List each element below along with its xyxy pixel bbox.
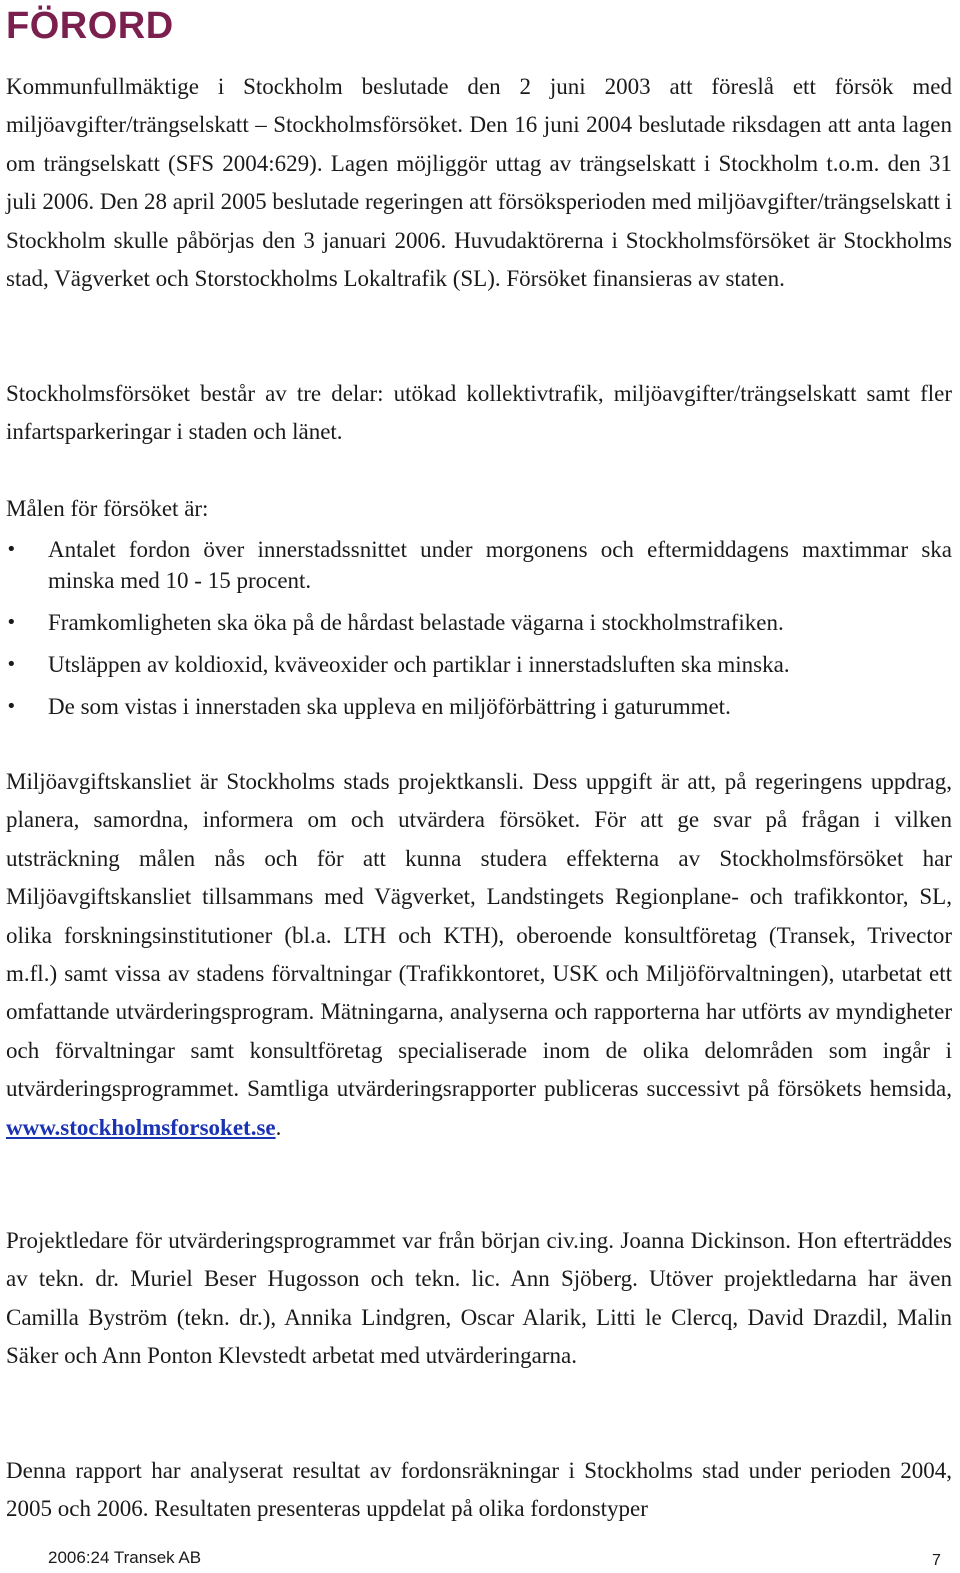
bullet-icon: • — [6, 696, 17, 717]
kansli-paragraph — [6, 763, 952, 1147]
goal-text: Antalet fordon över innerstadssnittet under morgonens och eftermiddagens maxtimmar ska minska med 10 - 15 procent. — [48, 537, 952, 593]
list-item — [6, 649, 952, 680]
kansli-text: Miljöavgiftskansliet är Stockholms stads projektkansli. Dess uppgift är att, på regeringens uppdrag, planera, samordna, informera om och utvärdera försöket. För att ge svar på frågan i vilken utsträckning målen nås och för att kunna studera effekterna av Stockholmsförsöket har Miljöavgiftskansliet tillsammans med Vägverket, Landstingets Regionplane- och trafikkontor, SL, olika forskningsinstitutioner (bl.a. LTH och KTH), oberoende konsultföretag (Transek, Trivector m.fl.) samt vissa av stadens förvaltningar (Trafikkontoret, USK och Miljöförvaltningen), utarbetat ett omfattande utvärderingsprogram. Mätningarna, analyserna och rapporterna har utförts av myndigheter och förvaltningar samt konsultföretag specialiserade inom de olika delområden som ingår i utvärderingsprogrammet. Samtliga utvärderingsrapporter publiceras successivt på försökets hemsida, — [6, 769, 952, 1102]
goals-intro: Målen för försöket är: — [6, 496, 209, 521]
parts-paragraph: Stockholmsförsöket består av tre delar: utökad kollektivtrafik, miljöavgifter/trängselskatt samt fler infartsparkeringar i staden och länet. — [6, 381, 952, 445]
goal-text: De som vistas i innerstaden ska uppleva en miljöförbättring i gaturummet. — [48, 694, 731, 719]
goal-text: Framkomligheten ska öka på de hårdast belastade vägarna i stockholmstrafiken. — [48, 610, 784, 635]
page-number: 7 — [932, 1552, 941, 1569]
footer-report-id: 2006:24 Transek AB — [48, 1548, 202, 1567]
bullet-icon: • — [6, 654, 17, 675]
kansli-end: . — [275, 1114, 282, 1140]
intro-paragraph: Kommunfullmäktige i Stockholm beslutade den 2 juni 2003 att föreslå ett försök med miljöavgifter/trängselskatt – Stockholmsförsöket. Den 16 juni 2004 beslutade riksdagen att anta lagen om trängselskatt (SFS 2004:629). Lagen möjliggör uttag av trängselskatt i Stockholm t.o.m. den 31 juli 2006. Den 28 april 2005 beslutade regeringen att försöksperioden med miljöavgifter/trängselskatt i Stockholm skulle påbörjas den 3 januari 2006. Huvudaktörerna i Stockholmsförsöket är Stockholms stad, Vägverket och Storstockholms Lokaltrafik (SL). Försöket finansieras av staten. — [6, 74, 952, 292]
bullet-icon: • — [6, 539, 17, 560]
list-item — [6, 691, 952, 722]
list-item — [6, 534, 952, 596]
project-leaders-paragraph: Projektledare för utvärderingsprogrammet var från början civ.ing. Joanna Dickinson. Hon efterträddes av tekn. dr. Muriel Beser Hugosson och tekn. lic. Ann Sjöberg. Utöver projektledarna har även Camilla Byström (tekn. dr.), Annika Lindgren, Oscar Alarik, Litti le Clercq, David Drazdil, Malin Säker och Ann Ponton Klevstedt arbetat med utvärderingarna. — [6, 1228, 952, 1369]
bullet-icon: • — [6, 612, 17, 633]
report-paragraph: Denna rapport har analyserat resultat av fordonsräkningar i Stockholms stad under perioden 2004, 2005 och 2006. Resultaten presenteras uppdelat på olika fordonstyper — [6, 1458, 952, 1522]
list-item — [6, 607, 952, 638]
page-title: FÖRORD — [6, 5, 174, 47]
goals-list — [6, 534, 952, 722]
website-link[interactable]: www.stockholmsforsoket.se — [6, 1114, 276, 1140]
goal-text: Utsläppen av koldioxid, kväveoxider och partiklar i innerstadsluften ska minska. — [48, 652, 790, 677]
